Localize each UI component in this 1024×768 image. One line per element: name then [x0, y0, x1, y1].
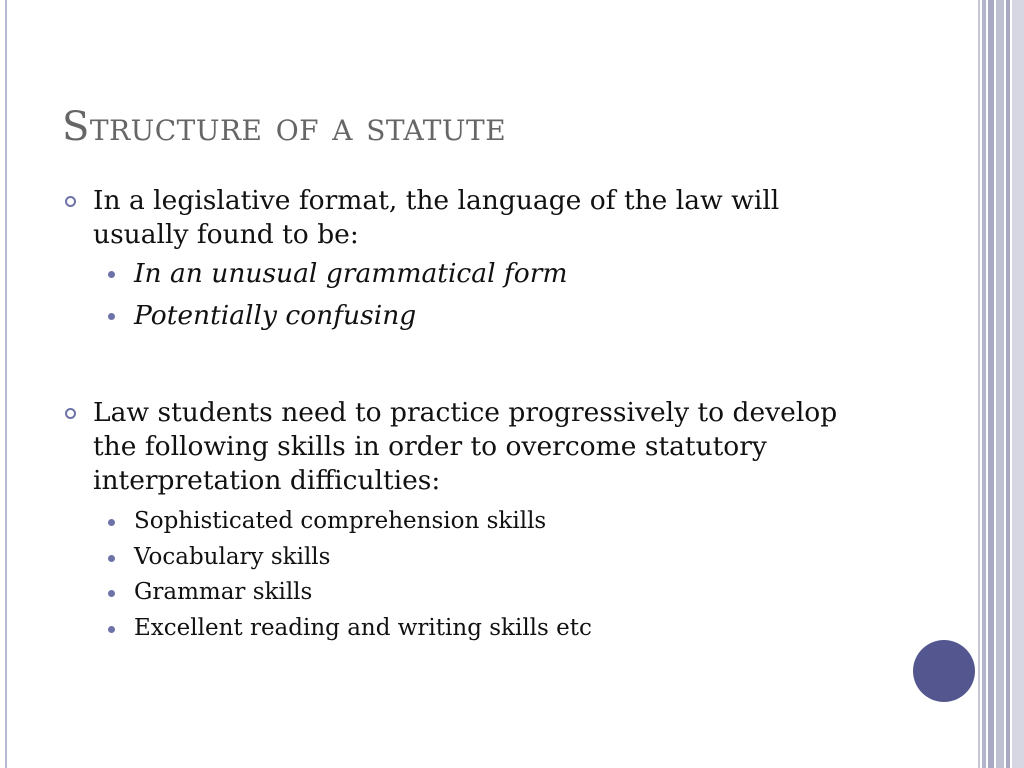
bullet-item	[62, 396, 862, 498]
ring-bullet-icon	[65, 408, 76, 419]
slide-body	[62, 184, 862, 646]
dot-bullet-icon	[108, 271, 115, 278]
decorative-stripe	[1006, 0, 1010, 768]
decorative-stripe	[978, 0, 980, 768]
sub-bullet-item	[62, 296, 862, 336]
dot-bullet-icon	[108, 519, 115, 526]
decorative-circle	[913, 640, 975, 702]
sub-bullet-item	[62, 611, 862, 647]
sub-bullet-item	[62, 540, 862, 576]
decorative-stripe	[988, 0, 994, 768]
sub-bullet-item	[62, 504, 862, 540]
slide-title: Structure of a statute	[62, 104, 507, 150]
sub-bullet-text: In an unusual grammatical form	[134, 258, 568, 289]
decorative-stripe	[996, 0, 1004, 768]
sub-bullet-text: Sophisticated comprehension skills	[134, 508, 547, 534]
dot-bullet-icon	[108, 590, 115, 597]
decorative-stripe	[1012, 0, 1024, 768]
dot-bullet-icon	[108, 626, 115, 633]
sub-bullet-text: Excellent reading and writing skills etc	[134, 614, 592, 641]
bullet-item	[62, 184, 862, 252]
ring-bullet-icon	[65, 196, 76, 207]
left-border-line	[5, 0, 7, 768]
decorative-stripe	[982, 0, 986, 768]
dot-bullet-icon	[108, 555, 115, 562]
bullet-text: Law students need to practice progressively to develop the following skills in order to overcome statutory interpretation difficulties:	[93, 397, 838, 496]
sub-bullet-text: Grammar skills	[134, 579, 313, 605]
bullet-text: In a legislative format, the language of the law will usually found to be:	[93, 185, 780, 250]
sub-bullet-text: Potentially confusing	[134, 300, 417, 331]
sub-bullet-item	[62, 254, 862, 294]
sub-bullet-item	[62, 575, 862, 611]
dot-bullet-icon	[108, 313, 115, 320]
sub-bullet-text: Vocabulary skills	[134, 543, 331, 570]
